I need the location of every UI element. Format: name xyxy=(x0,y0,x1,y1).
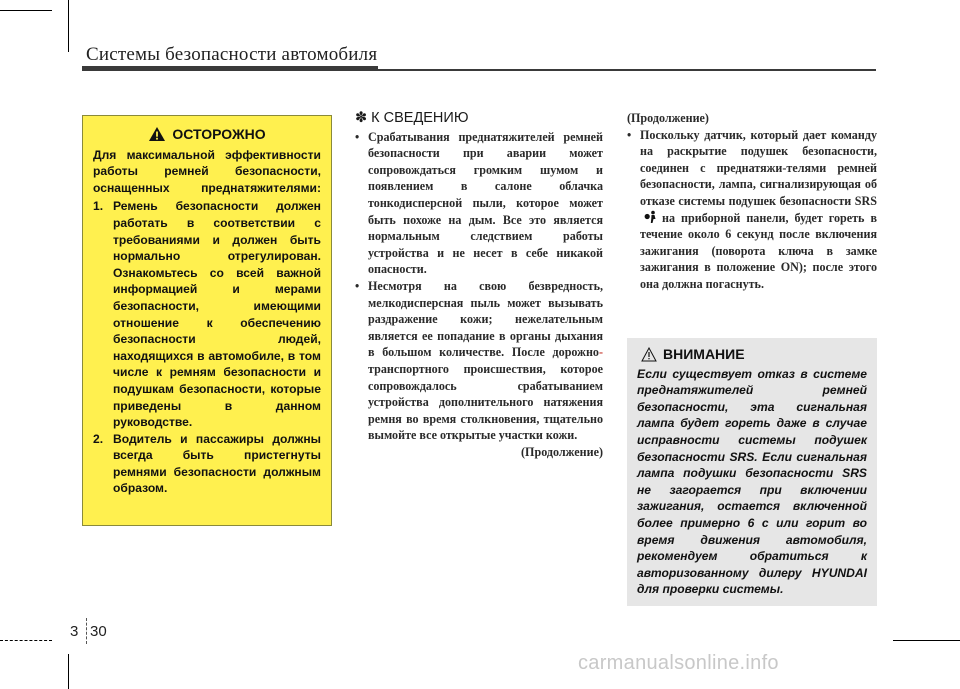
crop-mark xyxy=(0,640,52,641)
bullet-dot: • xyxy=(355,129,360,144)
bullet-text xyxy=(368,278,603,444)
warning-list xyxy=(93,198,321,497)
caution-text: Если существует отказ в системе преднатяжителей ремней безопасности, эта сигнальная лампа будет гореть даже в случае исправности системы подушек безопасности SRS. Если сигнальная лампа подушки безопасности SRS не загорается при включении зажигания, остается включенной более примерно 6 с или горит во время движения автомобиля, рекомендуем обратиться к авторизованному дилеру HYUNDAI для проверки системы. xyxy=(637,366,867,597)
page-number-divider xyxy=(86,618,87,644)
info-heading xyxy=(355,110,603,127)
header-rule xyxy=(82,66,378,71)
crop-mark xyxy=(68,0,69,52)
chapter-number: 3 xyxy=(70,623,79,640)
airbag-warning-icon xyxy=(644,210,658,224)
bullet-text-part: Поскольку датчик, который дает команду на раскрытие подушек безопасности, соединен с преднатяжи-телями ремней безопасности, лампа, сигнализирующая об отказе системы подушек безопасности SRS xyxy=(640,127,877,208)
continued-label: (Продолжение) xyxy=(627,111,709,125)
bullet-text-part: Несмотря на свою безвредность, мелкодисперсная пыль может вызывать раздражение кожи; нежелательным является ее попадание в органы дыхания в большом количестве. После дорожно xyxy=(368,278,603,360)
warning-triangle-icon xyxy=(148,126,166,142)
crop-mark xyxy=(893,640,960,641)
caution-box xyxy=(627,338,877,606)
list-item-number: 1. xyxy=(93,199,104,214)
bullet-item xyxy=(627,127,877,293)
info-title: К СВЕДЕНИЮ xyxy=(371,110,469,126)
continued-label: (Продолжение) xyxy=(521,444,603,459)
warning-heading xyxy=(93,126,321,143)
bullet-text-part: на приборной панели, будет гореть в течение около 6 секунд после включения зажигания (поворота ключа в замке зажигания в положение ON); после этого она должна погаснуть. xyxy=(640,210,877,291)
warning-title: ОСТОРОЖНО xyxy=(172,126,266,142)
header-rule xyxy=(378,69,876,71)
list-item xyxy=(93,198,321,430)
warning-box xyxy=(82,115,332,526)
watermark: carmanualsonline.info xyxy=(578,652,779,674)
continued-column xyxy=(627,110,877,293)
section-title: Системы безопасности автомобиля xyxy=(86,44,378,65)
hyphen-mark: - xyxy=(598,345,603,360)
info-column xyxy=(355,110,603,460)
warning-intro: Для максимальной эффективности работы ремней безопасности, оснащенных преднатяжителями: xyxy=(93,147,321,195)
bullet-text-part: транспортного происшествия, которое сопровождалось срабатыванием устройства дополнительного натяжения ремня во время столкновения, тщательно вымойте все открытые участки кожи. xyxy=(368,361,603,443)
page-number: 30 xyxy=(90,623,107,640)
list-item-text: Ремень безопасности должен работать в соответствии с требованиями и должен быть нормально отрегулирован. Ознакомьтесь со всей важной информацией и мерами безопасности, имеющими отношение к обеспечению безопасности людей, находящихся в автомобиле, в том числе к ремням безопасности и подушкам безопасности, которые приведены в данном руководстве. xyxy=(113,199,321,430)
asterisk-icon: ✽ xyxy=(355,110,368,126)
crop-mark xyxy=(68,654,69,689)
bullet-text xyxy=(640,127,877,293)
list-item-text: Водитель и пассажиры должны всегда быть пристегнуты ремнями безопасности должным образом. xyxy=(113,431,321,496)
bullet-item xyxy=(355,278,603,444)
list-item xyxy=(93,431,321,497)
crop-mark xyxy=(0,10,52,11)
bullet-dot: • xyxy=(355,278,360,293)
caution-title: ВНИМАНИЕ xyxy=(663,346,745,362)
list-item-number: 2. xyxy=(93,431,104,446)
caution-heading xyxy=(641,346,867,363)
bullet-item xyxy=(355,129,603,278)
bullet-text: Срабатывания преднатяжителей ремней безопасности при аварии может сопровождаться громким шумом и появлением в салоне облачка тонкодисперсной пыли, которое может быть похоже на дым. Все это является нормальным следствием работы устройства и не несет в себе никакой опасности. xyxy=(368,129,603,277)
caution-triangle-icon xyxy=(641,347,657,362)
bullet-dot: • xyxy=(627,127,632,142)
